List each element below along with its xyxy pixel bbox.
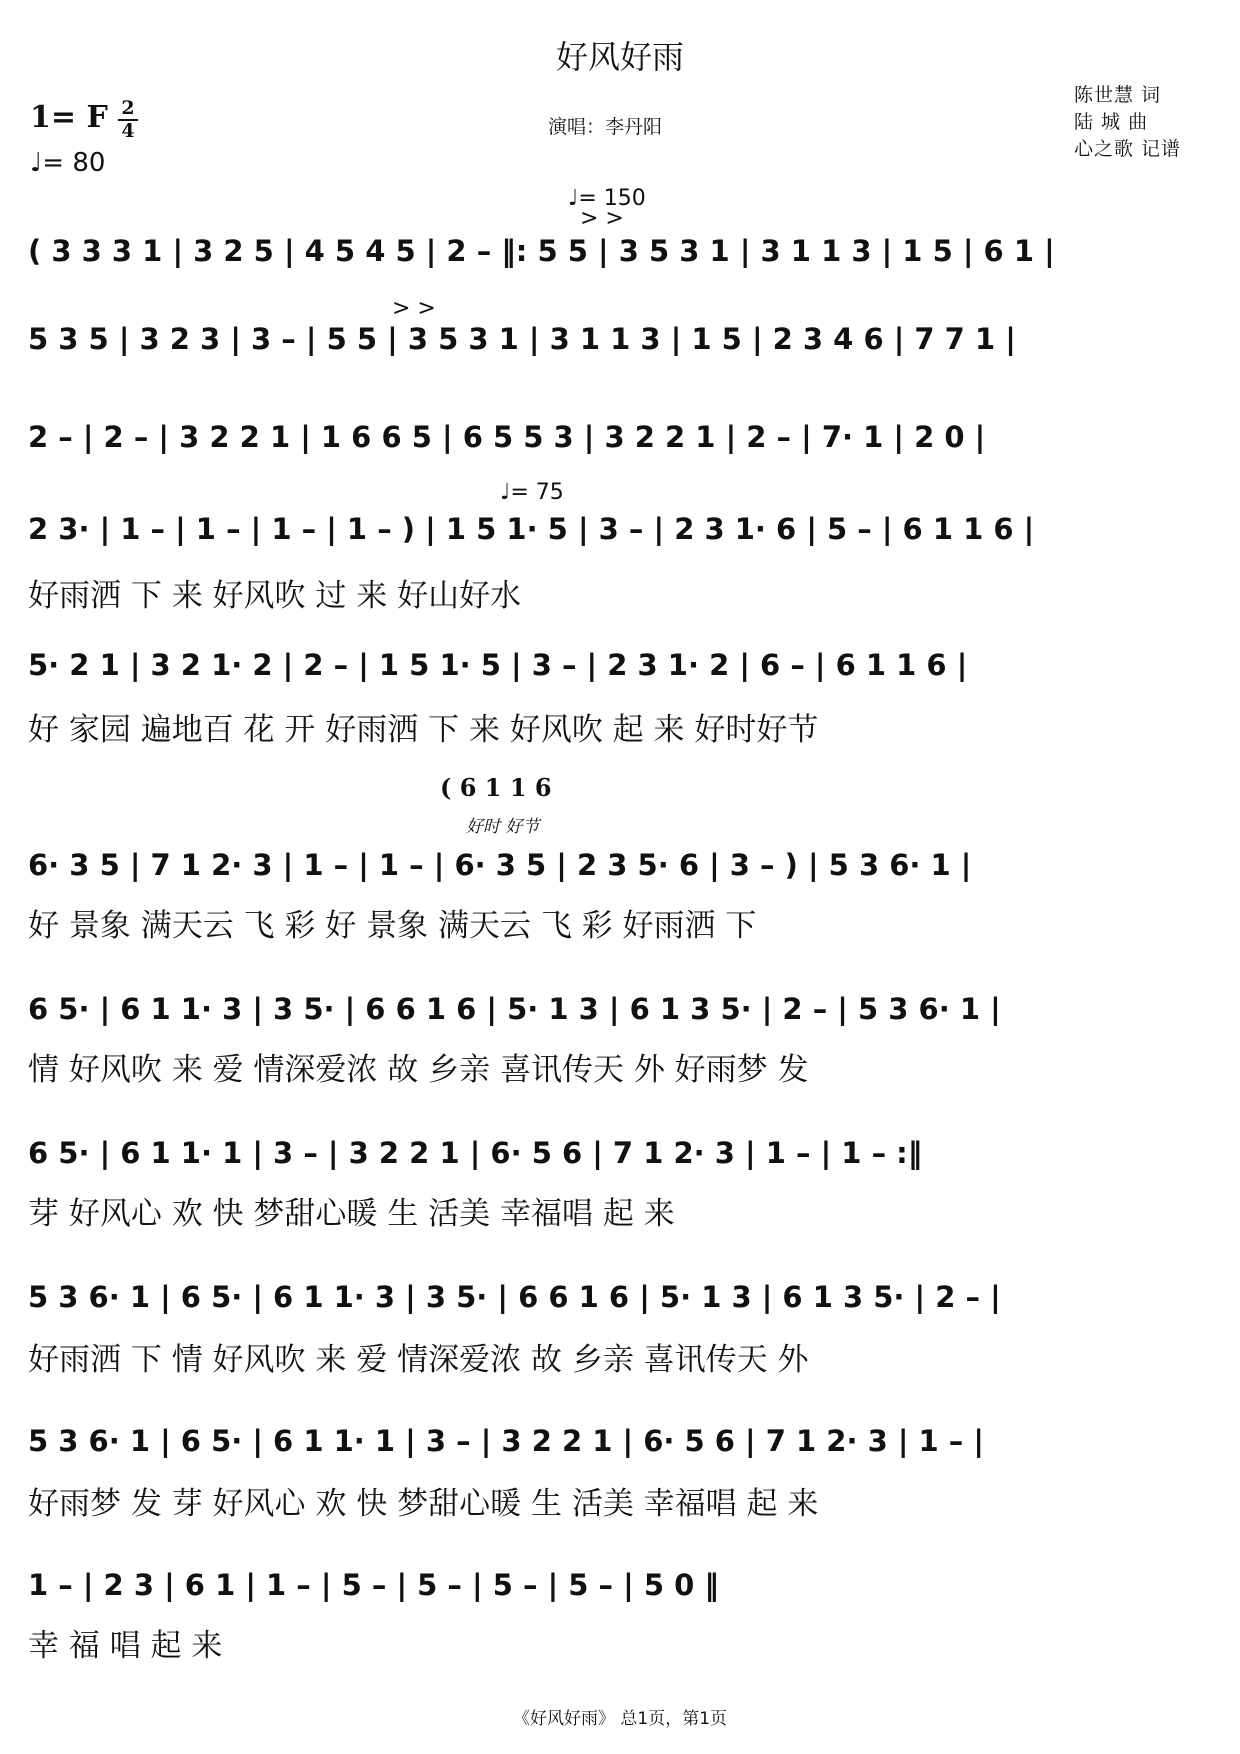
tempo-change-150: ♩= 150	[568, 186, 646, 211]
lyric-line-10: 好雨梦 发 芽 好风心 欢 快 梦甜心暖 生 活美 幸福唱 起 来	[28, 1486, 819, 1522]
time-denominator: 4	[121, 120, 135, 142]
notation-row-9: 5 3 6· 1 | 6 5· | 6 1 1· 3 | 3 5· | 6 6 1 6 | 5· 1 3 | 6 1 3 5· | 2 – |	[28, 1280, 1001, 1314]
notation-row-10: 5 3 6· 1 | 6 5· | 6 1 1· 1 | 3 – | 3 2 2 1 | 6· 5 6 | 7 1 2· 3 | 1 – |	[28, 1424, 984, 1458]
time-signature	[118, 98, 138, 142]
composer-credit: 陆 城 曲	[1074, 111, 1149, 133]
lyric-line-8: 芽 好风心 欢 快 梦甜心暖 生 活美 幸福唱 起 来	[28, 1196, 675, 1232]
key-signature: 1= F	[30, 100, 108, 135]
time-numerator: 2	[121, 97, 135, 119]
accent-marks: > >	[580, 206, 624, 231]
notation-row-11: 1 – | 2 3 | 6 1 | 1 – | 5 – | 5 – | 5 – | 5 – | 5 0 ‖	[28, 1568, 719, 1602]
accent-marks: > >	[392, 296, 436, 321]
notation-row-3: 2 – | 2 – | 3 2 2 1 | 1 6 6 5 | 6 5 5 3 | 3 2 2 1 | 2 – | 7· 1 | 2 0 |	[28, 420, 986, 454]
tempo-marking: ♩= 80	[30, 148, 106, 178]
lyric-line-9: 好雨洒 下 情 好风吹 来 爱 情深爱浓 故 乡亲 喜讯传天 外	[28, 1342, 809, 1378]
notation-row-5: 5· 2 1 | 3 2 1· 2 | 2 – | 1 5 1· 5 | 3 – | 2 3 1· 2 | 6 – | 6 1 1 6 |	[28, 648, 968, 682]
author-credits	[1074, 82, 1181, 163]
notation-row-8: 6 5· | 6 1 1· 1 | 3 – | 3 2 2 1 | 6· 5 6 | 7 1 2· 3 | 1 – | 1 – :‖	[28, 1136, 923, 1170]
tempo-change-75: ♩= 75	[500, 480, 564, 505]
notation-row-6: 6· 3 5 | 7 1 2· 3 | 1 – | 1 – | 6· 3 5 | 2 3 5· 6 | 3 – ) | 5 3 6· 1 |	[28, 848, 972, 882]
lyric-line-6: 好 景象 满天云 飞 彩 好 景象 满天云 飞 彩 好雨洒 下	[28, 908, 757, 944]
lyric-line-5: 好 家园 遍地百 花 开 好雨洒 下 来 好风吹 起 来 好时好节	[28, 712, 819, 748]
lyric-line-7: 情 好风吹 来 爱 情深爱浓 故 乡亲 喜讯传天 外 好雨梦 发	[28, 1052, 809, 1088]
page-footer: 《好风好雨》 总1页，第1页	[512, 1709, 728, 1729]
lyric-line-11: 幸 福 唱 起 来	[28, 1628, 223, 1664]
song-title: 好风好雨	[555, 38, 684, 76]
notation-row-1: ( 3 3 3 1 | 3 2 5 | 4 5 4 5 | 2 – ‖: 5 5 | 3 5 3 1 | 3 1 1 3 | 1 5 | 6 1 |	[28, 234, 1055, 268]
small-notes-lyric: 好时 好节	[466, 817, 540, 837]
lyricist-credit: 陈世慧 词	[1074, 84, 1162, 106]
small-notes-ossia: ( 6 1 1 6	[440, 773, 552, 802]
singer-credit: 演唱：李丹阳	[548, 116, 663, 138]
notation-row-7: 6 5· | 6 1 1· 3 | 3 5· | 6 6 1 6 | 5· 1 3 | 6 1 3 5· | 2 – | 5 3 6· 1 |	[28, 992, 1001, 1026]
notation-row-2: 5 3 5 | 3 2 3 | 3 – | 5 5 | 3 5 3 1 | 3 1 1 3 | 1 5 | 2 3 4 6 | 7 7 1 |	[28, 322, 1016, 356]
notation-row-4: 2 3· | 1 – | 1 – | 1 – | 1 – ) | 1 5 1· 5 | 3 – | 2 3 1· 6 | 5 – | 6 1 1 6 |	[28, 512, 1035, 546]
lyric-line-4: 好雨洒 下 来 好风吹 过 来 好山好水	[28, 578, 522, 614]
transcriber-credit: 心之歌 记谱	[1074, 138, 1182, 160]
